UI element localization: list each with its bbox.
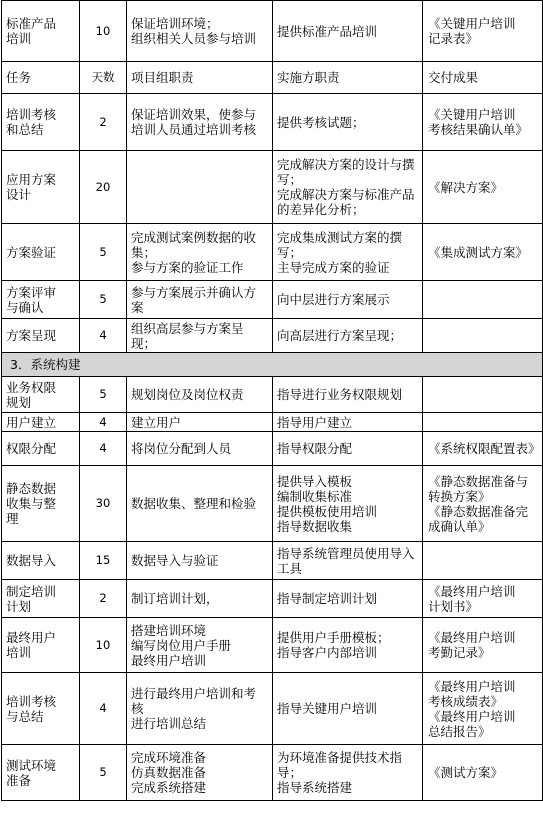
deliverable-cell	[423, 413, 543, 432]
days-cell: 4	[80, 319, 127, 353]
org-duty-cell: 组织高层参与方案呈现；	[127, 319, 273, 353]
header-impl-duty: 实施方职责	[273, 62, 423, 94]
days-cell: 5	[80, 745, 127, 801]
task-cell: 最终用户 培训	[2, 618, 80, 673]
org-duty-cell: 规划岗位及岗位权责	[127, 377, 273, 413]
deliverable-cell	[423, 377, 543, 413]
table-row	[2, 580, 543, 618]
org-duty-cell: 保证培训效果，使参与培训人员通过培训考核	[127, 94, 273, 151]
impl-duty-cell: 完成解决方案的设计与撰写； 完成解决方案与标准产品的差异化分析；	[273, 151, 423, 224]
days-cell: 10	[80, 1, 127, 62]
org-duty-cell: 参与方案展示并确认方案	[127, 281, 273, 319]
impl-duty-cell: 指导关键用户培训	[273, 673, 423, 745]
impl-duty-cell: 指导制定培训计划	[273, 580, 423, 618]
days-cell: 30	[80, 466, 127, 542]
impl-duty-cell: 为环境准备提供技术指导； 指导系统搭建	[273, 745, 423, 801]
impl-duty-cell: 向中层进行方案展示	[273, 281, 423, 319]
project-plan-body	[2, 1, 543, 801]
table-row	[2, 1, 543, 62]
impl-duty-cell: 向高层进行方案呈现；	[273, 319, 423, 353]
table-row	[2, 151, 543, 224]
deliverable-cell: 《最终用户培训 计划书》	[423, 580, 543, 618]
deliverable-cell	[423, 319, 543, 353]
deliverable-cell: 《测试方案》	[423, 745, 543, 801]
table-row	[2, 432, 543, 466]
org-duty-cell	[127, 151, 273, 224]
impl-duty-cell: 完成集成测试方案的撰写； 主导完成方案的验证	[273, 224, 423, 281]
task-cell: 标准产品 培训	[2, 1, 80, 62]
deliverable-cell: 《系统权限配置表》	[423, 432, 543, 466]
impl-duty-cell: 指导权限分配	[273, 432, 423, 466]
impl-duty-cell: 指导系统管理员使用导入工具	[273, 542, 423, 580]
task-cell: 方案评审 与确认	[2, 281, 80, 319]
impl-duty-cell: 指导进行业务权限规划	[273, 377, 423, 413]
deliverable-cell: 《集成测试方案》	[423, 224, 543, 281]
header-org-duty: 项目组职责	[127, 62, 273, 94]
days-cell: 5	[80, 224, 127, 281]
org-duty-cell: 数据导入与验证	[127, 542, 273, 580]
table-row	[2, 94, 543, 151]
days-cell: 4	[80, 413, 127, 432]
days-cell: 5	[80, 281, 127, 319]
days-cell: 10	[80, 618, 127, 673]
table-row	[2, 224, 543, 281]
header-days: 天数	[80, 62, 127, 94]
section-row	[2, 353, 543, 377]
table-row	[2, 413, 543, 432]
deliverable-cell: 《关键用户培训 记录表》	[423, 1, 543, 62]
task-cell: 权限分配	[2, 432, 80, 466]
task-cell: 静态数据 收集与整 理	[2, 466, 80, 542]
table-row	[2, 745, 543, 801]
org-duty-cell: 保证培训环境； 组织相关人员参与培训	[127, 1, 273, 62]
org-duty-cell: 制订培训计划，	[127, 580, 273, 618]
days-cell: 4	[80, 673, 127, 745]
impl-duty-cell: 指导用户建立	[273, 413, 423, 432]
task-cell: 数据导入	[2, 542, 80, 580]
impl-duty-cell: 提供用户手册模板； 指导客户内部培训	[273, 618, 423, 673]
org-duty-cell: 完成环境准备 仿真数据准备 完成系统搭建	[127, 745, 273, 801]
task-cell: 制定培训 计划	[2, 580, 80, 618]
deliverable-cell	[423, 542, 543, 580]
task-cell: 方案验证	[2, 224, 80, 281]
section-title: 3．系统构建	[2, 353, 543, 377]
impl-duty-cell: 提供考核试题；	[273, 94, 423, 151]
table-row	[2, 319, 543, 353]
deliverable-cell: 《关键用户培训 考核结果确认单》	[423, 94, 543, 151]
task-cell: 测试环境 准备	[2, 745, 80, 801]
org-duty-cell: 搭建培训环境 编写岗位用户手册 最终用户培训	[127, 618, 273, 673]
deliverable-cell: 《最终用户培训 考核成绩表》 《最终用户培训 总结报告》	[423, 673, 543, 745]
deliverable-cell: 《静态数据准备与转换方案》 《静态数据准备完成确认单》	[423, 466, 543, 542]
project-plan-table	[1, 0, 543, 801]
impl-duty-cell: 提供标准产品培训	[273, 1, 423, 62]
days-cell: 2	[80, 94, 127, 151]
table-row	[2, 377, 543, 413]
task-cell: 业务权限 规划	[2, 377, 80, 413]
days-cell: 4	[80, 432, 127, 466]
org-duty-cell: 进行最终用户培训和考核 进行培训总结	[127, 673, 273, 745]
table-row	[2, 618, 543, 673]
impl-duty-cell: 提供导入模板 编制收集标准 提供模板使用培训 指导数据收集	[273, 466, 423, 542]
deliverable-cell: 《最终用户培训 考勤记录》	[423, 618, 543, 673]
table-row	[2, 281, 543, 319]
table-row	[2, 542, 543, 580]
org-duty-cell: 完成测试案例数据的收集； 参与方案的验证工作	[127, 224, 273, 281]
org-duty-cell: 将岗位分配到人员	[127, 432, 273, 466]
days-cell: 2	[80, 580, 127, 618]
task-cell: 方案呈现	[2, 319, 80, 353]
header-deliverable: 交付成果	[423, 62, 543, 94]
days-cell: 5	[80, 377, 127, 413]
days-cell: 15	[80, 542, 127, 580]
task-cell: 培训考核 和总结	[2, 94, 80, 151]
org-duty-cell: 数据收集、整理和检验	[127, 466, 273, 542]
deliverable-cell: 《解决方案》	[423, 151, 543, 224]
table-header-row	[2, 62, 543, 94]
task-cell: 用户建立	[2, 413, 80, 432]
task-cell: 应用方案 设计	[2, 151, 80, 224]
table-row	[2, 673, 543, 745]
org-duty-cell: 建立用户	[127, 413, 273, 432]
header-task: 任务	[2, 62, 80, 94]
deliverable-cell	[423, 281, 543, 319]
table-row	[2, 466, 543, 542]
task-cell: 培训考核 与总结	[2, 673, 80, 745]
days-cell: 20	[80, 151, 127, 224]
